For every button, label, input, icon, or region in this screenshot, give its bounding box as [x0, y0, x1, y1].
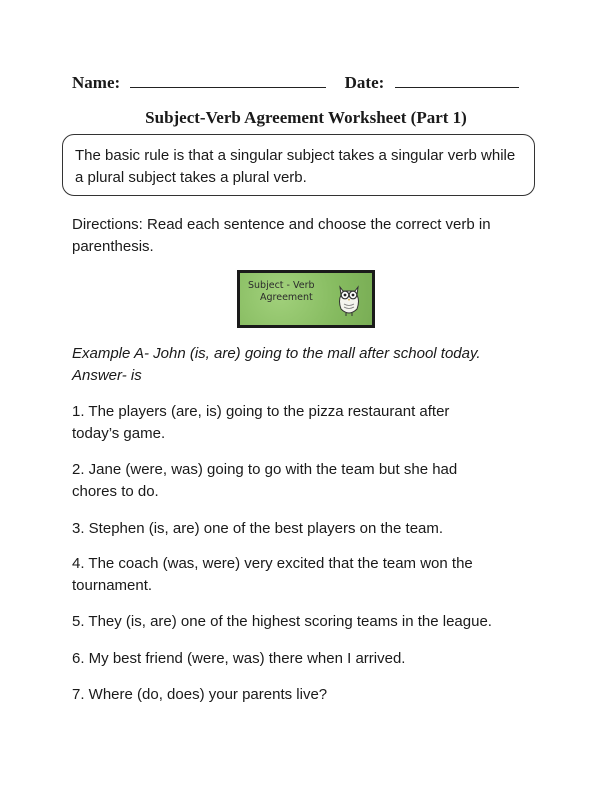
question-line: 3. Stephen (is, are) one of the best players on the team. [72, 520, 444, 537]
banner-text-line-1: Subject - Verb [248, 280, 315, 291]
date-field[interactable] [395, 73, 519, 88]
question-6 [72, 648, 542, 670]
question-line: 6. My best friend (were, was) there when I arrived. [72, 650, 406, 667]
subject-verb-banner-image [237, 270, 375, 328]
banner-text-line-2: Agreement [260, 292, 313, 303]
question-line: 1. The players (are, is) going to the pizza restaurant after [72, 403, 450, 420]
question-line: 5. They (is, are) one of the highest scoring teams in the league. [72, 613, 492, 630]
question-4 [72, 553, 542, 597]
question-line: tournament. [72, 577, 153, 594]
question-line: chores to do. [72, 483, 159, 500]
directions-line-1: Directions: Read each sentence and choose the correct verb in [72, 216, 491, 233]
rule-text-line-2: a plural subject takes a plural verb. [75, 169, 307, 186]
date-label: Date: [344, 73, 385, 92]
banner-text [248, 280, 315, 304]
question-3 [72, 518, 542, 540]
question-line: 4. The coach (was, were) very excited that the team won the [72, 555, 473, 572]
directions [72, 214, 542, 258]
example-line-1: Example A- John (is, are) going to the mall after school today. [72, 345, 481, 362]
question-line: 2. Jane (were, was) going to go with the team but she had [72, 461, 458, 478]
name-label: Name: [72, 73, 121, 92]
worksheet-title: Subject-Verb Agreement Worksheet (Part 1) [145, 108, 467, 127]
example-answer: Answer- is [72, 367, 142, 384]
question-2 [72, 459, 542, 503]
rule-box [62, 134, 535, 196]
question-7 [72, 684, 542, 706]
question-1 [72, 401, 542, 445]
rule-text-line-1: The basic rule is that a singular subject takes a singular verb while [75, 147, 516, 164]
question-line: today’s game. [72, 425, 166, 442]
name-field[interactable] [130, 73, 326, 88]
question-line: 7. Where (do, does) your parents live? [72, 686, 328, 703]
question-5 [72, 611, 542, 633]
worksheet-header [72, 73, 552, 93]
directions-line-2: parenthesis. [72, 238, 154, 255]
owl-icon [336, 281, 362, 317]
example [72, 343, 542, 387]
